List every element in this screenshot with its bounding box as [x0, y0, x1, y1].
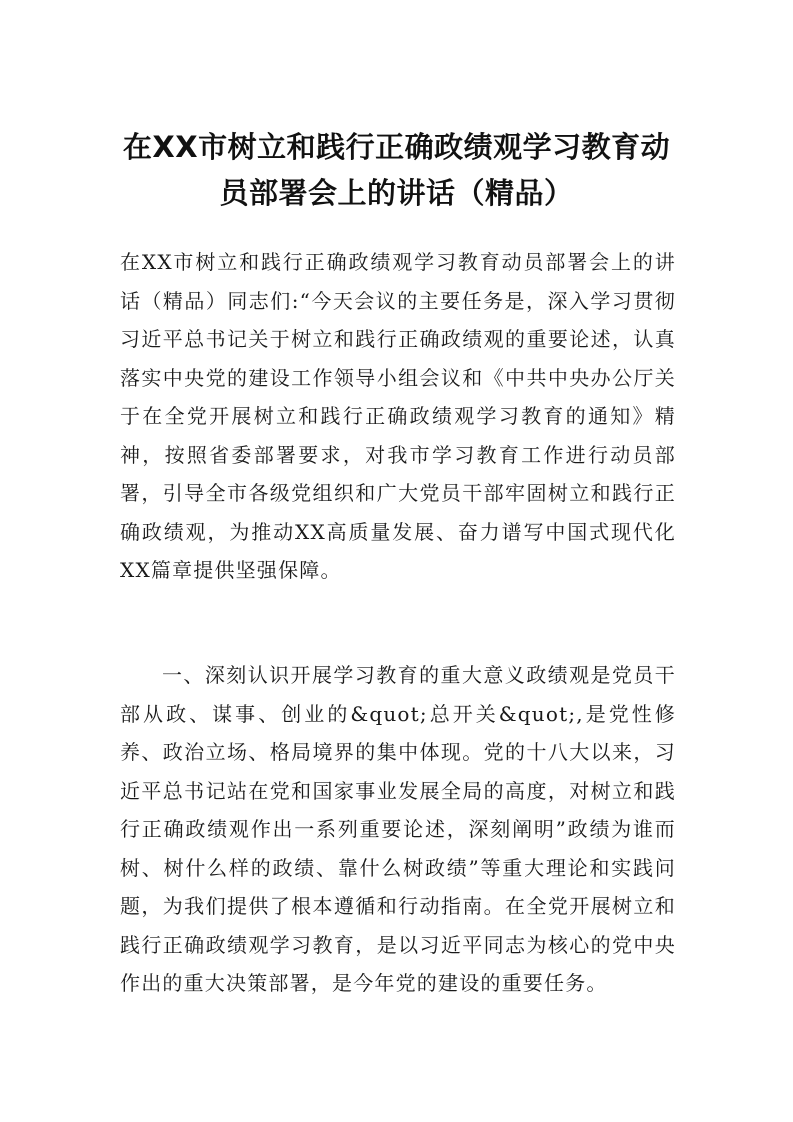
body-paragraph-1: 在XX市树立和践行正确政绩观学习教育动员部署会上的讲话（精品）同志们:“今天会议的主要任务是，深入学习贯彻习近平总书记关于树立和践行正确政绩观的重要论述，认真落实中央党的建设工作领导小组会议和《中共中央办公厅关于在全党开展树立和践行正确政绩观学习教育的通知》精神，按照省委部署要求，对我市学习教育工作进行动员部署，引导全市各级党组织和广大党员干部牢固树立和践行正确政绩观，为推动XX高质量发展、奋力谱写中国式现代化XX篇章提供坚强保障。	[120, 250, 676, 582]
document-title	[110, 124, 683, 216]
document-title-line-2: 员部署会上的讲话（精品）	[219, 176, 574, 210]
document-title-line-1: 在XX市树立和践行正确政绩观学习教育动	[122, 130, 671, 164]
body-paragraph-2: 一、深刻认识开展学习教育的重大意义政绩观是党员干部从政、谋事、创业的&quot;总开关&quot;,是党性修养、政治立场、格局境界的集中体现。党的十八大以来，习近平总书记站在党和国家事业发展全局的高度，对树立和践行正确政绩观作出一系列重要论述，深刻阐明”政绩为谁而树、树什么样的政绩、靠什么树政绩”等重大理论和实践问题，为我们提供了根本遵循和行动指南。在全党开展树立和践行正确政绩观学习教育，是以习近平同志为核心的党中央作出的重大决策部署，是今年党的建设的重要任务。	[120, 663, 676, 995]
